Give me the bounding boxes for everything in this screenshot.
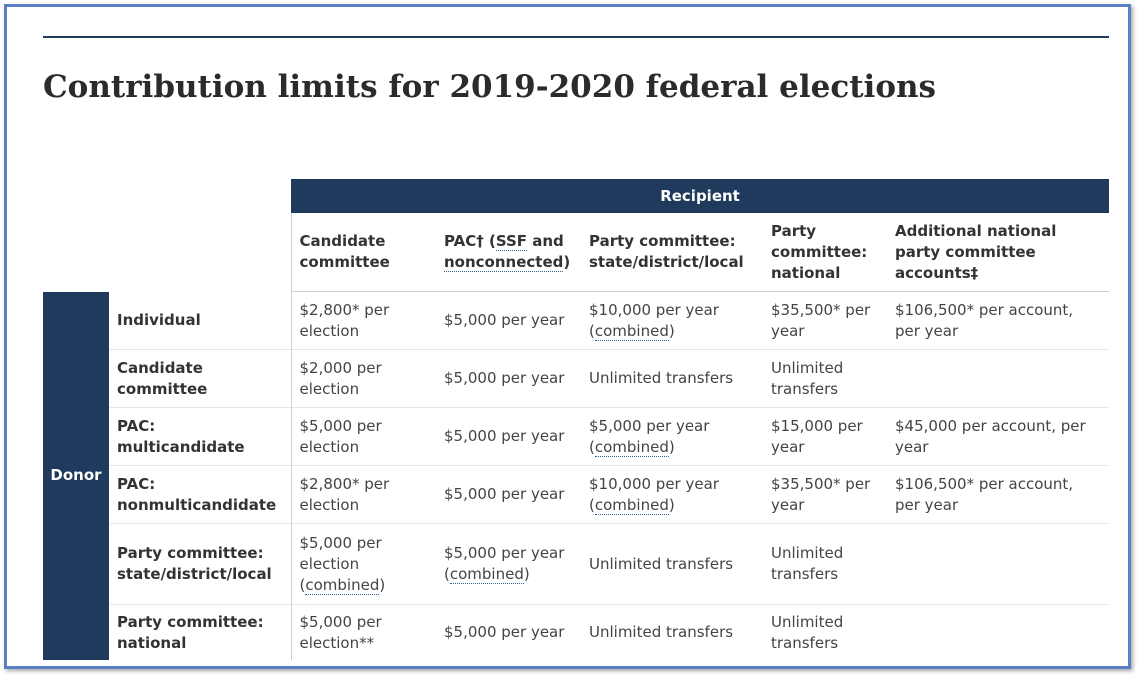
col-party-state: Party committee: state/district/local — [581, 213, 763, 292]
cell-additional — [887, 524, 1109, 605]
table-corner-lower — [43, 213, 291, 292]
cell-candidate: $5,000 per election** — [291, 605, 436, 661]
combined-link[interactable]: combined — [594, 495, 669, 514]
cell-additional — [887, 605, 1109, 661]
cell-pac: $5,000 per year (combined) — [436, 524, 581, 605]
cell-additional: $106,500* per account, per year — [887, 466, 1109, 524]
figure-frame — [4, 4, 1131, 669]
row-header: Party committee: national — [109, 605, 291, 661]
col-pac: PAC† (SSF and nonconnected) — [436, 213, 581, 292]
cell-party-state: $10,000 per year (combined) — [589, 300, 719, 340]
cell-party-state: Unlimited transfers — [581, 350, 763, 408]
cell-candidate: $5,000 per election (combined) — [291, 524, 436, 605]
cell-additional: $106,500* per account, per year — [895, 300, 1074, 340]
table-row — [43, 350, 1109, 408]
cell-party-national: $35,500* per year — [771, 300, 871, 340]
cell-pac: $5,000 per year — [444, 311, 565, 329]
cell-pac: $5,000 per year — [436, 605, 581, 661]
page-title: Contribution limits for 2019-2020 federal elections — [43, 69, 936, 105]
cell-party-state: $10,000 per year (combined) — [581, 466, 763, 524]
cell-party-state: $5,000 per year (combined) — [581, 408, 763, 466]
cell-party-national: Unlimited transfers — [763, 605, 887, 661]
cell-candidate: $2,000 per election — [291, 350, 436, 408]
cell-party-state: Unlimited transfers — [581, 605, 763, 661]
nonconnected-link[interactable]: nonconnected — [444, 253, 564, 271]
col-party-national: Party committee: national — [763, 213, 887, 292]
table-row — [43, 408, 1109, 466]
cell-pac: $5,000 per year — [436, 466, 581, 524]
row-header: PAC: multicandidate — [109, 408, 291, 466]
row-header: Candidate committee — [109, 350, 291, 408]
table-row — [43, 524, 1109, 605]
table-row — [43, 605, 1109, 661]
row-header: PAC: nonmulticandidate — [109, 466, 291, 524]
cell-party-national: Unlimited transfers — [763, 524, 887, 605]
recipient-header: Recipient — [291, 179, 1109, 213]
combined-link[interactable]: combined — [305, 575, 380, 594]
contribution-limits-table — [43, 179, 1109, 660]
cell-party-national: $35,500* per year — [763, 466, 887, 524]
cell-candidate: $2,800* per election — [291, 292, 436, 350]
cell-additional — [887, 350, 1109, 408]
cell-candidate: $5,000 per election — [291, 408, 436, 466]
donor-label: Donor — [43, 292, 109, 661]
table-row — [43, 466, 1109, 524]
cell-pac: $5,000 per year — [436, 408, 581, 466]
cell-party-national: $15,000 per year — [763, 408, 887, 466]
cell-party-state: Unlimited transfers — [581, 524, 763, 605]
cell-candidate: $2,800* per election — [291, 466, 436, 524]
cell-pac: $5,000 per year — [436, 350, 581, 408]
row-header: Party committee: state/district/local — [109, 524, 291, 605]
combined-link[interactable]: combined — [594, 321, 669, 340]
table-corner — [43, 179, 291, 213]
col-candidate-committee: Candidate committee — [291, 213, 436, 292]
col-additional-accounts: Additional national party committee accounts‡ — [887, 213, 1109, 292]
ssf-link[interactable]: SSF — [495, 232, 527, 250]
combined-link[interactable]: combined — [449, 565, 524, 583]
cell-party-national: Unlimited transfers — [763, 350, 887, 408]
cell-additional: $45,000 per account, per year — [887, 408, 1109, 466]
row-header: Individual — [117, 310, 201, 329]
combined-link[interactable]: combined — [594, 437, 669, 456]
top-rule — [43, 36, 1109, 38]
table-row — [43, 292, 1109, 350]
